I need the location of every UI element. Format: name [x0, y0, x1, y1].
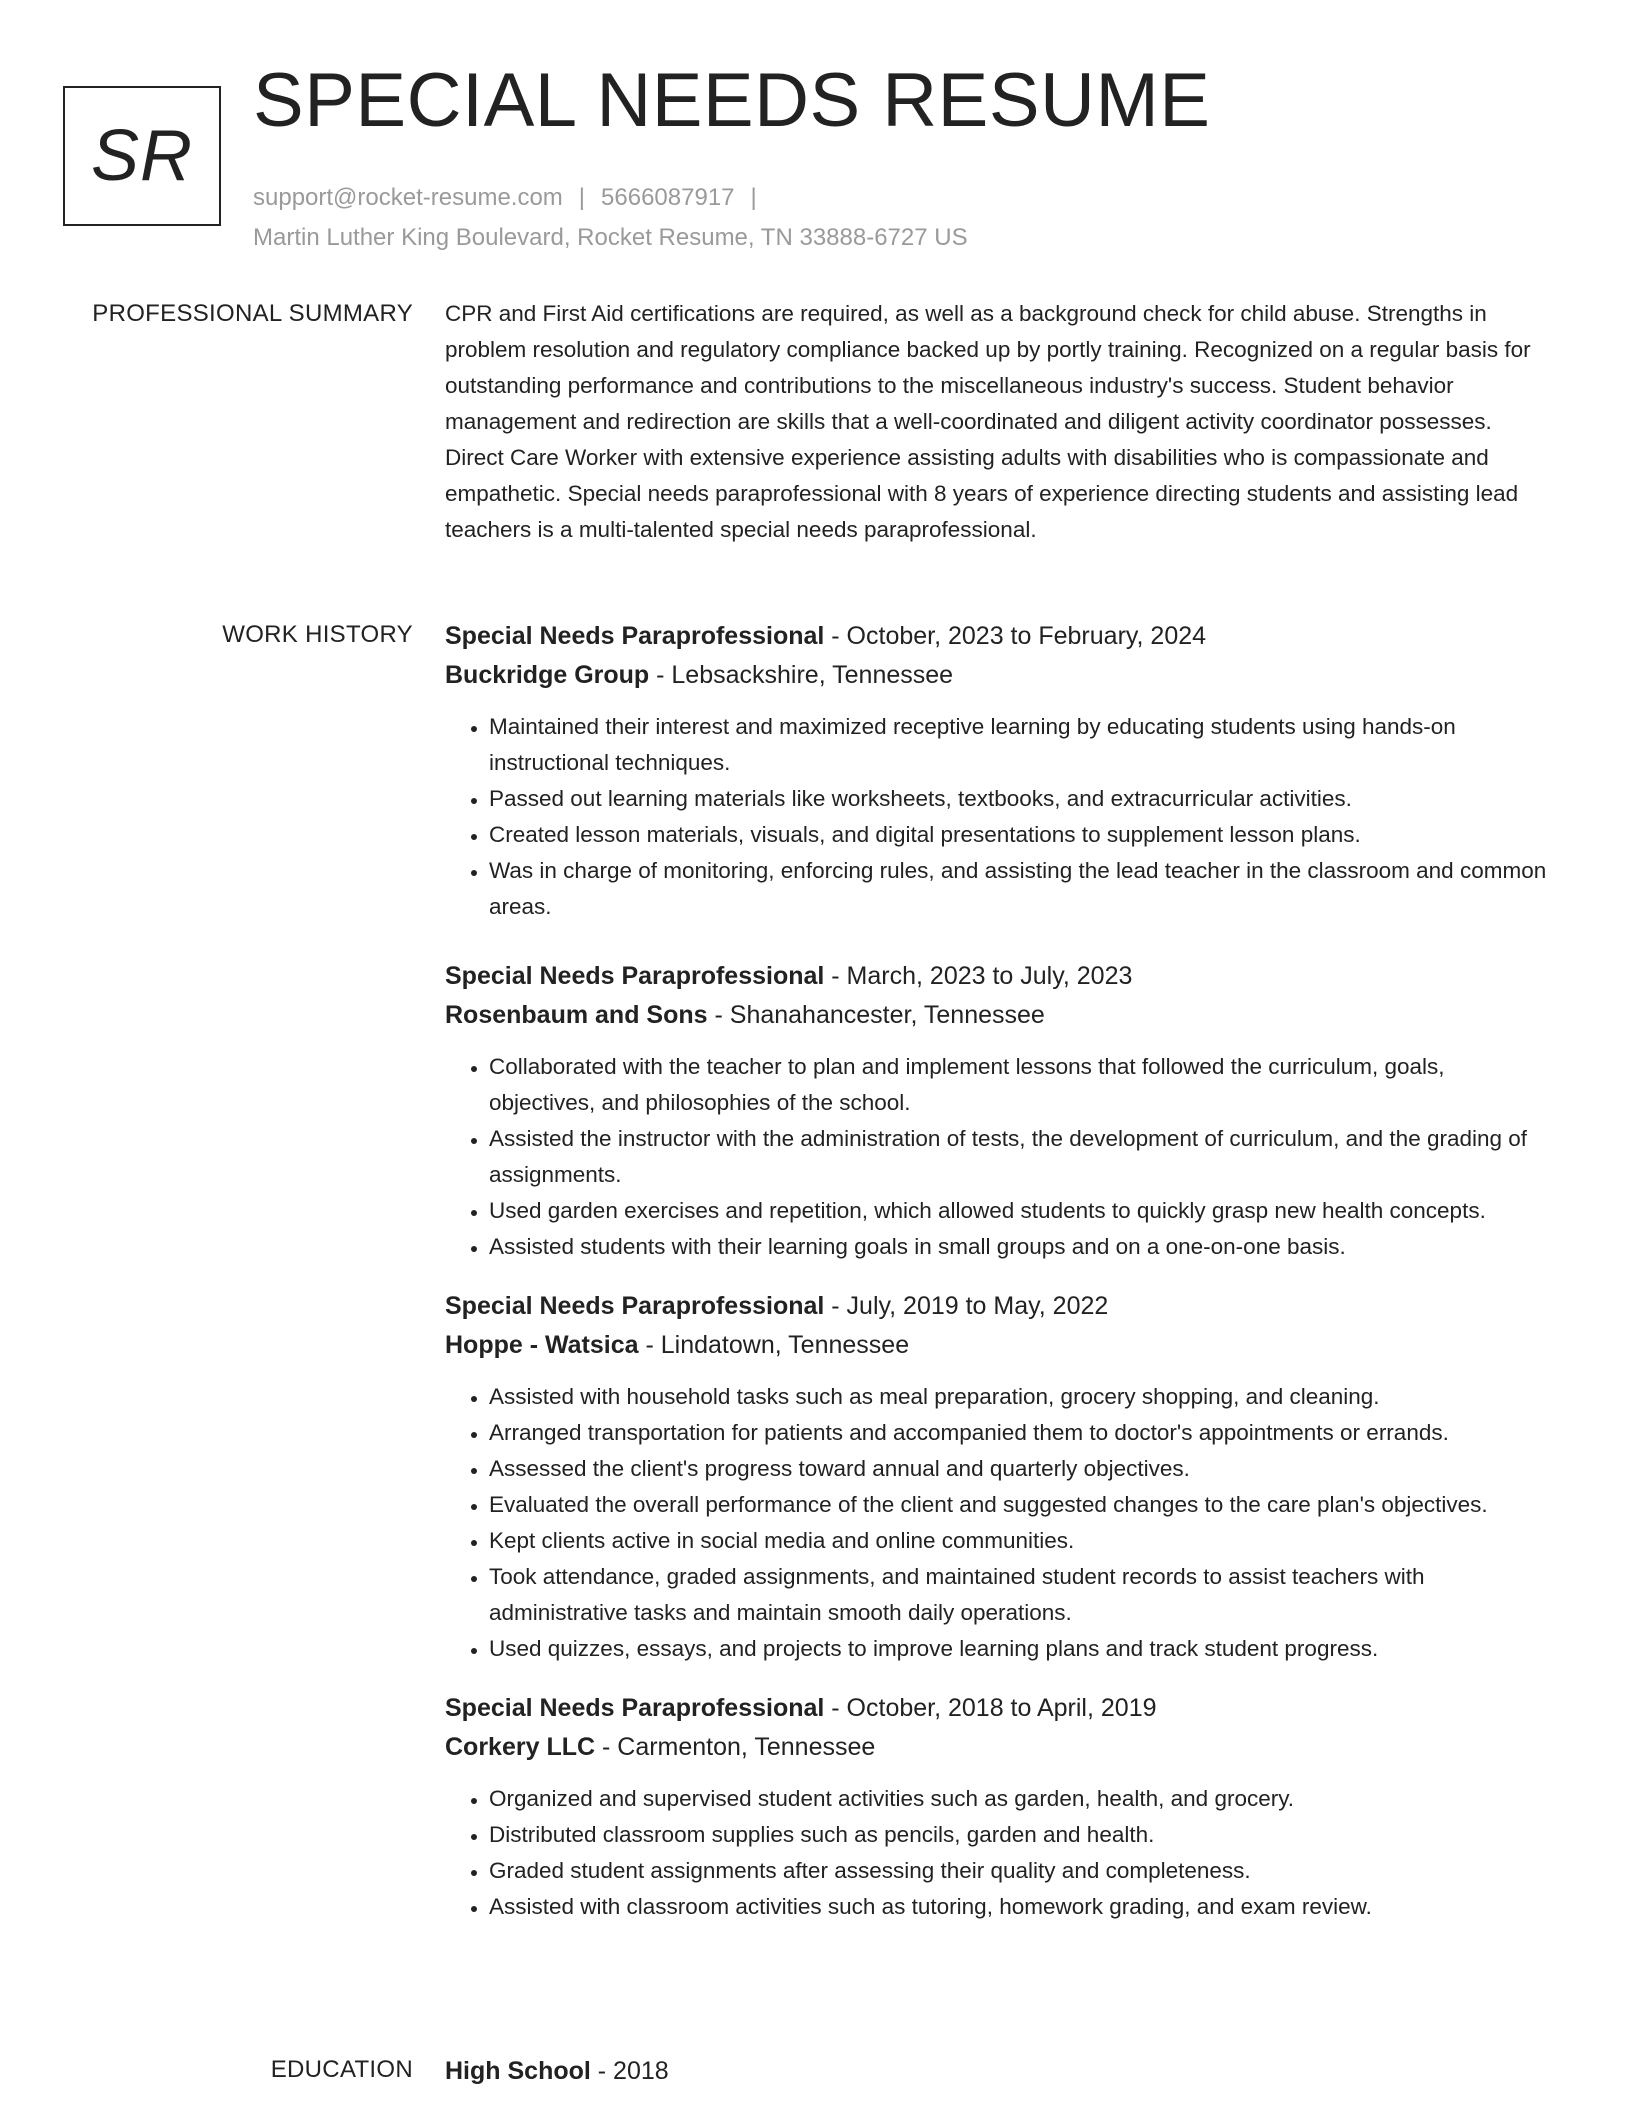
job-company: Rosenbaum and Sons: [445, 1001, 708, 1029]
job-bullets: [445, 1049, 1555, 1265]
job-company-line: [445, 996, 1555, 1035]
job-bullet: • Assisted with household tasks such as meal preparation, grocery shopping, and cleaning.: [489, 1379, 1555, 1415]
job-bullet: • Was in charge of monitoring, enforcing rules, and assisting the lead teacher in the classroom and common areas.: [489, 853, 1555, 925]
job-bullet: • Used quizzes, essays, and projects to improve learning plans and track student progress.: [489, 1631, 1555, 1667]
contact-separator: |: [750, 184, 757, 211]
job-company: Hoppe - Watsica: [445, 1331, 639, 1359]
job-entry: [445, 617, 1555, 925]
summary-text: CPR and First Aid certifications are required, as well as a background check for child abuse. Strengths in problem resolution and regulatory compliance backed up by portly training. Recognized on a regular basis for outstanding performance and contributions to the miscellaneous industry's success. Student behavior management and redirection are skills that a well-coordinated and diligent activity coordinator possesses. Direct Care Worker with extensive experience assisting adults with disabilities who is compassionate and empathetic. Special needs paraprofessional with 8 years of experience directing students and assisting lead teachers is a multi-talented special needs paraprofessional.: [445, 301, 1531, 542]
work-history-body: [445, 617, 1555, 1925]
job-company: Corkery LLC: [445, 1733, 596, 1761]
job-title-line: [445, 617, 1555, 656]
job-bullet: • Assisted students with their learning goals in small groups and on a one-on-one basis.: [489, 1229, 1555, 1265]
job-title: Special Needs Paraprofessional: [445, 962, 825, 990]
job-location: - Carmenton, Tennessee: [595, 1733, 876, 1761]
job-dates: - March, 2023 to July, 2023: [824, 962, 1133, 990]
initials-monogram: SR: [63, 86, 221, 226]
job-company: Buckridge Group: [445, 661, 650, 689]
section-label-work-history: WORK HISTORY: [222, 621, 413, 648]
job-bullet: • Collaborated with the teacher to plan and implement lessons that followed the curriculum, goals, objectives, and philosophies of the school.: [489, 1049, 1555, 1121]
job-entry: [445, 1287, 1555, 1667]
summary-body: [445, 296, 1555, 548]
job-dates: - July, 2019 to May, 2022: [824, 1292, 1109, 1320]
job-bullet: • Maintained their interest and maximized receptive learning by educating students using hands-on instructional techniques.: [489, 709, 1555, 781]
education-entry: [445, 2052, 1555, 2091]
contact-line-1: [253, 178, 1592, 218]
resume-title: SPECIAL NEEDS RESUME: [253, 58, 1211, 143]
job-entry: [445, 957, 1555, 1265]
job-location: - Lebsackshire, Tennessee: [649, 661, 954, 689]
job-title: Special Needs Paraprofessional: [445, 1694, 825, 1722]
job-bullet: • Assessed the client's progress toward annual and quarterly objectives.: [489, 1451, 1555, 1487]
section-label-education: EDUCATION: [270, 2056, 413, 2083]
section-label-summary: PROFESSIONAL SUMMARY: [92, 300, 413, 327]
job-bullet: • Organized and supervised student activities such as garden, health, and grocery.: [489, 1781, 1555, 1817]
job-bullets: [445, 1781, 1555, 1925]
job-bullet: • Used garden exercises and repetition, which allowed students to quickly grasp new health concepts.: [489, 1193, 1555, 1229]
contact-email: support@rocket-resume.com: [253, 184, 563, 211]
education-body: [445, 2052, 1555, 2091]
job-dates: - October, 2023 to February, 2024: [824, 622, 1207, 650]
resume-header: [253, 58, 1592, 258]
job-bullet: • Assisted with classroom activities such as tutoring, homework grading, and exam review.: [489, 1889, 1555, 1925]
job-bullet: • Assisted the instructor with the administration of tests, the development of curriculum, and the grading of assignments.: [489, 1121, 1555, 1193]
job-dates: - October, 2018 to April, 2019: [824, 1694, 1157, 1722]
job-bullet: • Evaluated the overall performance of the client and suggested changes to the care plan's objectives.: [489, 1487, 1555, 1523]
job-bullets: [445, 709, 1555, 925]
job-bullet: • Arranged transportation for patients and accompanied them to doctor's appointments or errands.: [489, 1415, 1555, 1451]
contact-info: [253, 178, 1592, 258]
education-degree: High School: [445, 2057, 591, 2085]
contact-address: Martin Luther King Boulevard, Rocket Resume, TN 33888-6727 US: [253, 224, 968, 251]
education-year: - 2018: [590, 2057, 669, 2085]
job-entry: [445, 1689, 1555, 1925]
job-location: - Lindatown, Tennessee: [638, 1331, 910, 1359]
job-bullets: [445, 1379, 1555, 1667]
job-title: Special Needs Paraprofessional: [445, 622, 825, 650]
job-title-line: [445, 1287, 1555, 1326]
contact-phone: 5666087917: [601, 184, 735, 211]
job-company-line: [445, 656, 1555, 695]
job-bullet: • Took attendance, graded assignments, and maintained student records to assist teachers with administrative tasks and maintain smooth daily operations.: [489, 1559, 1555, 1631]
job-title: Special Needs Paraprofessional: [445, 1292, 825, 1320]
contact-separator: |: [578, 184, 586, 211]
job-bullet: • Graded student assignments after assessing their quality and completeness.: [489, 1853, 1555, 1889]
job-title-line: [445, 1689, 1555, 1728]
job-bullet: • Passed out learning materials like worksheets, textbooks, and extracurricular activities.: [489, 781, 1555, 817]
job-company-line: [445, 1326, 1555, 1365]
job-location: - Shanahancester, Tennessee: [707, 1001, 1045, 1029]
job-bullet: • Created lesson materials, visuals, and digital presentations to supplement lesson plans.: [489, 817, 1555, 853]
job-company-line: [445, 1728, 1555, 1767]
job-bullet: • Distributed classroom supplies such as pencils, garden and health.: [489, 1817, 1555, 1853]
job-title-line: [445, 957, 1555, 996]
job-bullet: • Kept clients active in social media and online communities.: [489, 1523, 1555, 1559]
